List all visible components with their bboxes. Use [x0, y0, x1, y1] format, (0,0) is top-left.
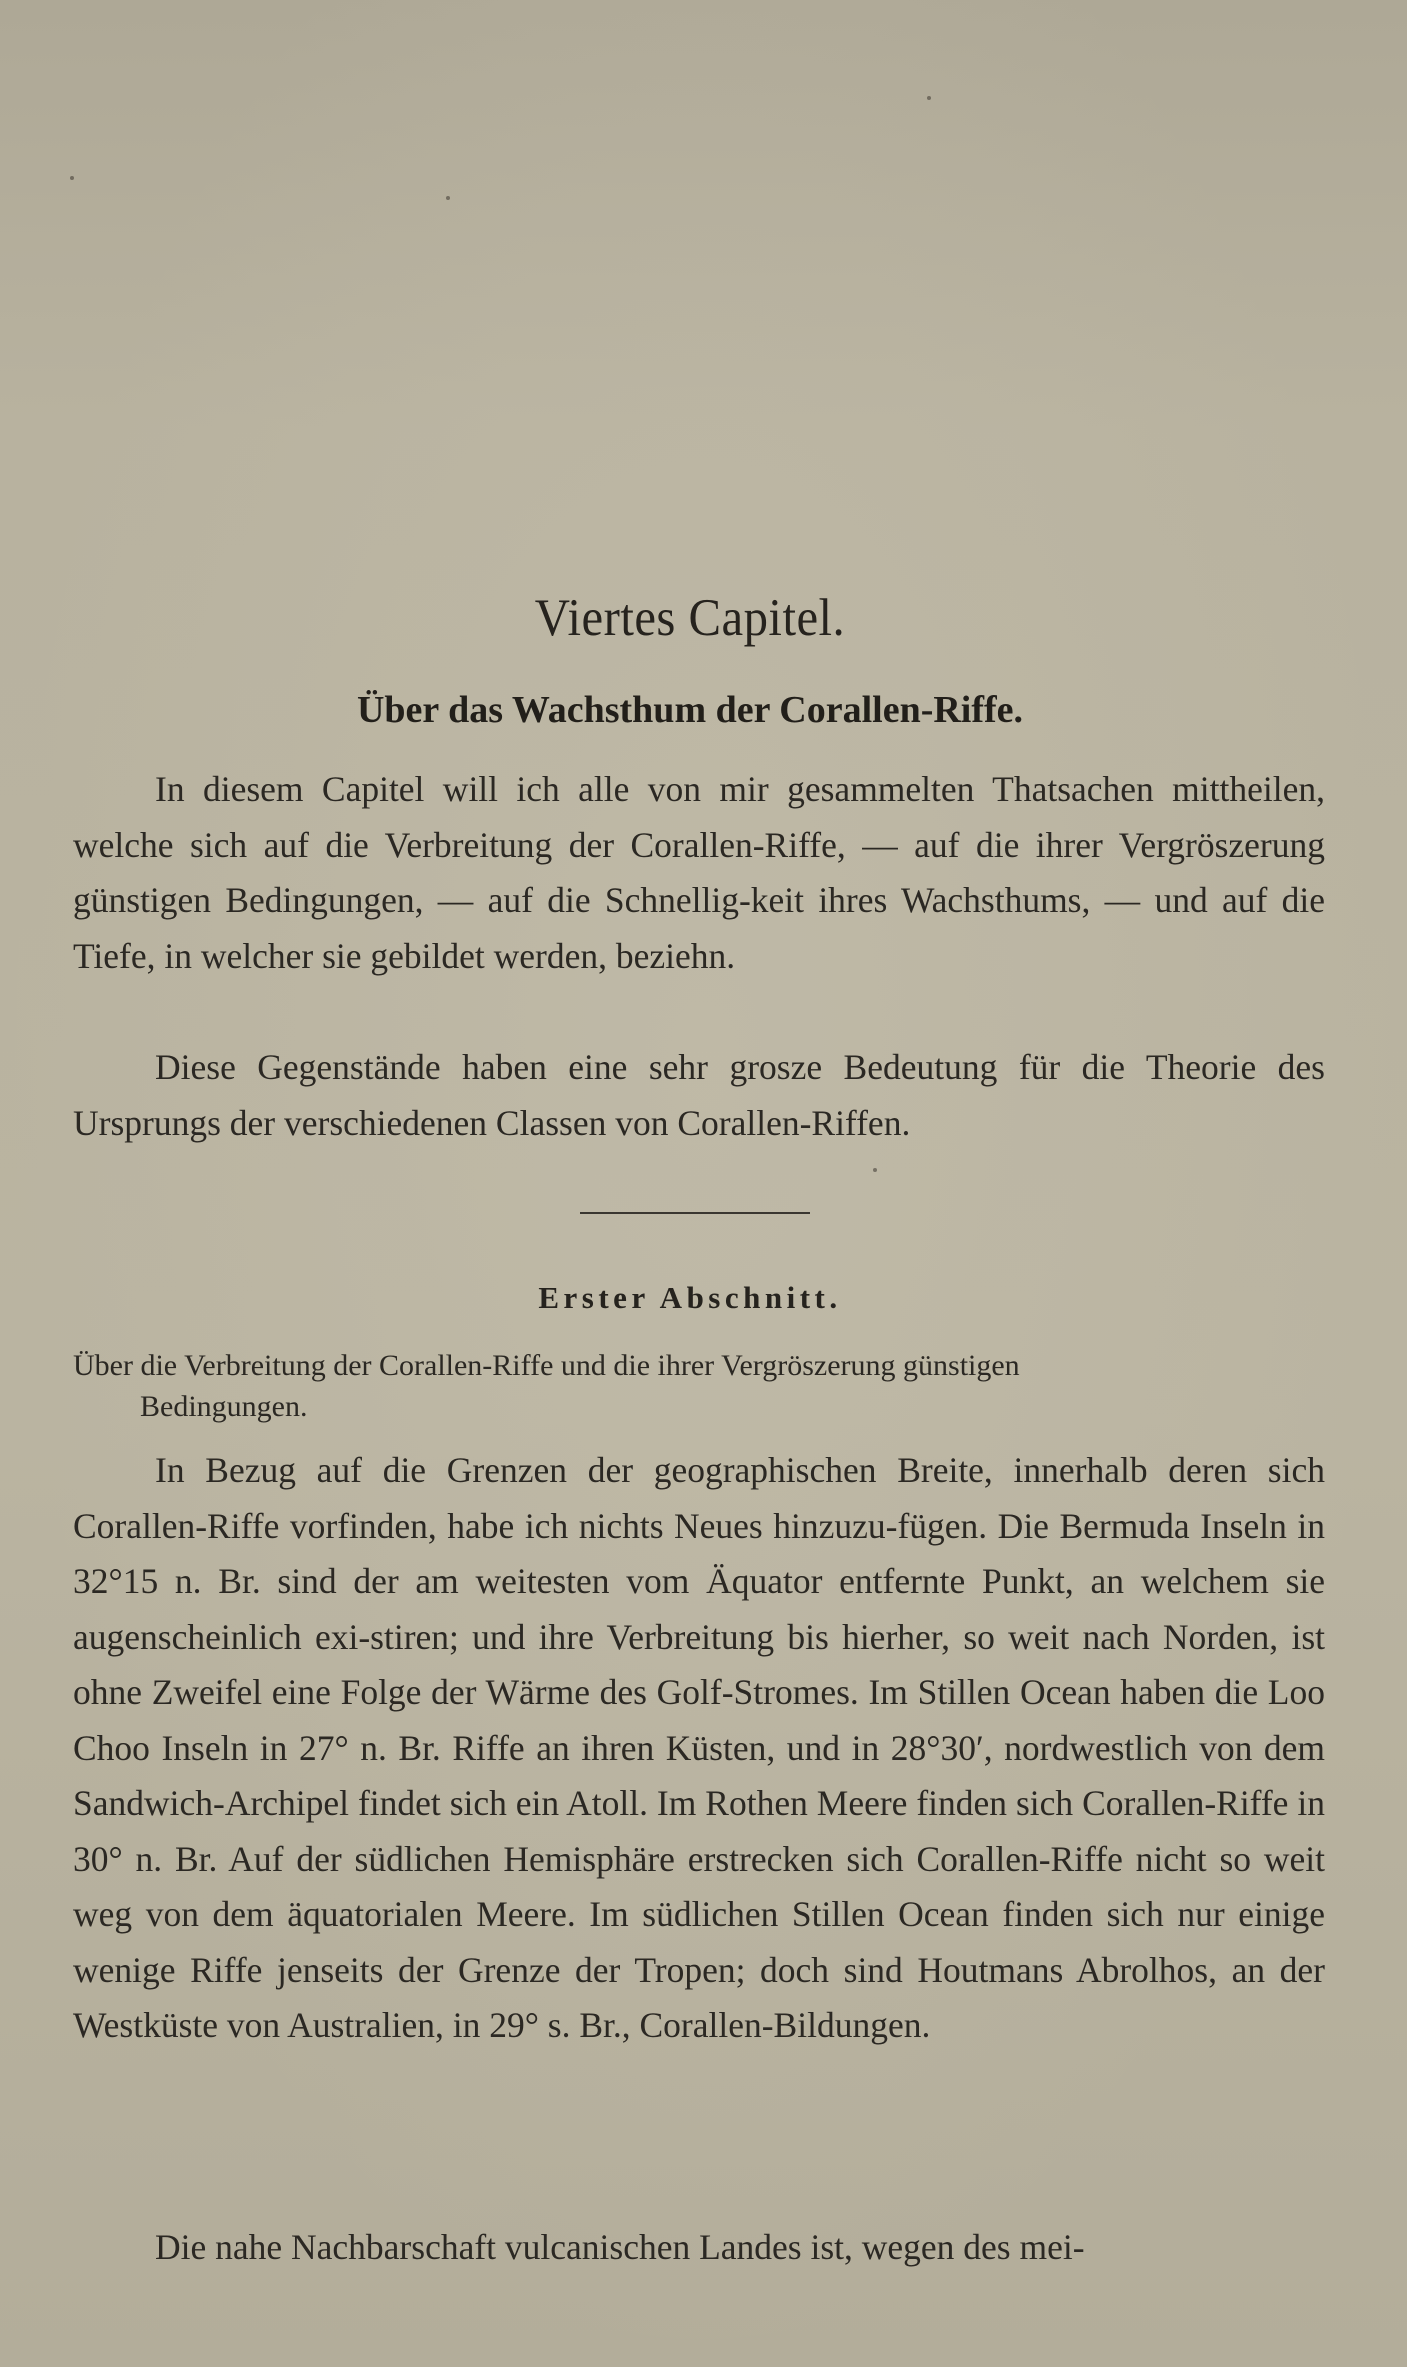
intro-paragraph: In diesem Capitel will ich alle von mir gesammelten Thatsachen mittheilen, welche sich auf die Verbreitung der Corallen-Riffe, — auf die ihrer Vergröszerung günstigen Bedingungen, — auf die Schnellig-keit ihres Wachsthums, — und auf die Tiefe, in welcher sie gebildet werden, beziehn.	[73, 769, 1325, 976]
chapter-title: Viertes Capitel.	[534, 589, 846, 647]
section-heading: Erster Abschnitt.	[538, 1280, 842, 1315]
intro-paragraph: Diese Gegenstände haben eine sehr grosze Bedeutung für die Theorie des Ursprungs der verschiedenen Classen von Corallen-Riffen.	[73, 1047, 1325, 1143]
body-paragraph: In Bezug auf die Grenzen der geographischen Breite, innerhalb deren sich Corallen-Riffe vorfinden, habe ich nichts Neues hinzuzu-fügen. Die Bermuda Inseln in 32°15 n. Br. sind der am weitesten vom Äquator entfernte Punkt, an welchem sie augenscheinlich exi-stiren; und ihre Verbreitung bis hierher, so weit nach Norden, ist ohne Zweifel eine Folge der Wärme des Golf-Stromes. Im Stillen Ocean haben die Loo Choo Inseln in 27° n. Br. Riffe an ihren Küsten, und in 28°30′, nordwestlich von dem Sandwich-Archipel findet sich ein Atoll. Im Rothen Meere finden sich Corallen-Riffe in 30° n. Br. Auf der südlichen Hemisphäre erstrecken sich Corallen-Riffe nicht so weit weg von dem äquatorialen Meere. Im südlichen Stillen Ocean finden sich nur einige wenige Riffe jenseits der Grenze der Tropen; doch sind Houtmans Abrolhos, an der Westküste von Australien, in 29° s. Br., Corallen-Bildungen.	[73, 1450, 1325, 2045]
section-subtitle-line: Über die Verbreitung der Corallen-Riffe und die ihrer Vergröszerung günstigen	[73, 1349, 1020, 1382]
paper-speck	[446, 196, 450, 200]
chapter-subtitle: Über das Wachsthum der Corallen-Riffe.	[356, 689, 1024, 731]
paper-speck	[70, 176, 74, 180]
body-paragraph: Die nahe Nachbarschaft vulcanischen Landes ist, wegen des mei-	[155, 2227, 1085, 2267]
paper-speck	[873, 1168, 877, 1172]
section-subtitle-line: Bedingungen.	[140, 1390, 308, 1423]
section-subtitle	[73, 1345, 1325, 1427]
section-divider	[580, 1212, 810, 1214]
paper-speck	[927, 96, 931, 100]
